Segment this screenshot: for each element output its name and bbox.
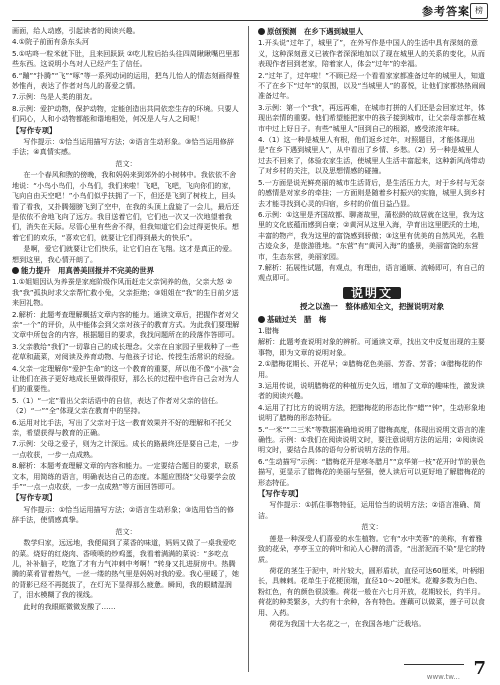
answer-paragraph: 2.①腊梅花期长、开花早；②腊梅花色美丽、芳香、芳香；③腊梅花的作用。 xyxy=(258,359,483,379)
answer-paragraph: 2.解析：此题考查理解概括文章内容的能力。通读文章后，把握作者对父亲“一个”的评价，从中能体会到父亲对孩子的教育方式。为此我们要理解文章中所包含的内容，根据题目的要求，我找问题所在的段落作答即可。 xyxy=(12,309,240,340)
answer-paragraph: 画面，给人动感，引起读者的阅读兴趣。 xyxy=(12,26,140,35)
answer-paragraph: 写作提示：①恰当运用描写方法；②语言生动形象。③恰当运用修辞手法；④真情实感。 xyxy=(12,137,234,157)
section-heading xyxy=(12,266,240,276)
answer-paragraph: 6.“蹦”“扑腾”“飞”“啄”等一系列动词的运用，把鸟儿怡人的情态刻画得惟妙惟肖，表达了作者对鸟儿的喜爱之情。 xyxy=(12,70,240,91)
section-heading xyxy=(258,315,486,325)
bullet-icon xyxy=(258,28,265,35)
answer-paragraph: 3.示例：第一个“我”，再远再难，在城市打拼的人们还是会回家过年，体现出亲情的重要。他们希望能把家中的孩子接到城市，让父亲母亲都在城市中过上好日子。有些“城里人”回到自己的根源，感受浓浓年味。 xyxy=(258,102,485,133)
answer-paragraph: 范文： xyxy=(361,522,383,532)
subsection-heading: 【写作专项】 xyxy=(12,493,57,503)
answer-paragraph: 5.“一米”“二三米”等数据准确地说明了腊梅高度，体现出说明文语言的准确性。示例：①我们在阅读说明文时，要注意说明方法的运用；②阅读说明文时，要结合具体的语句分析说明方法的作用。 xyxy=(258,424,486,455)
answer-paragraph: 解析：此题考查说明对象的辨析。可通读文章，找出文中反复出现的主要事物，即为文章的说明对象。 xyxy=(258,337,485,357)
answer-paragraph: 3.运用传说，说明腊梅花的种植历史久远，增加了文章的趣味性，激发读者的阅读兴趣。 xyxy=(258,381,485,401)
watermark: www.tw... xyxy=(426,673,460,681)
header-rule xyxy=(12,20,488,21)
answer-paragraph: 4.父亲一定理解你“爱护生命”的这一个教育的重要，所以他不像“小孩”会让他们在孩子更好地成长里做得很好，那么长的过程中也许自己会对为人们的重要性。 xyxy=(12,363,240,394)
section-heading-text: 基础过关 腊 梅 xyxy=(267,314,327,324)
answer-paragraph: 荷花的茎生于泥中，叶片较大，圆形盾状，直径可达60厘米，叶柄细长，具棘刺。花单生于花梗顶端，直径10～20厘米。花瓣多数为白色、粉红色，有的颜色很淡雅。荷花一般在六七月开放，花期较长，约半月。荷花的种类繁多，大约有十余种，各有特色。莲藕可以做菜，莲子可以食用、入药。 xyxy=(258,565,485,617)
section-banner-label: 说明文 xyxy=(343,287,401,299)
left-column xyxy=(12,26,240,672)
section-heading-text: 能力提升 用真善美回报并不完美的世界 xyxy=(21,265,155,275)
sub-banner: 授之以渔一 整体感知全文，把握说明对象 xyxy=(299,302,445,312)
subsection-heading: 【写作专项】 xyxy=(12,125,57,135)
right-column xyxy=(258,26,486,672)
answer-paragraph: 5.一方面是说光鲜亮丽的城市生活背后，是生活压力大，对于乡村与无奈的感情是对家乡的牵挂；一方面则是随着乡村振兴的实施，城里人到乡村去才能寻找到心灵的归宿，乡村的价值日益凸显。 xyxy=(258,177,485,208)
answer-paragraph: 写作提示：①抓住事物特征，运用恰当的说明方法；②语言准确、简洁。 xyxy=(258,500,481,520)
answer-paragraph: 1.腊梅 xyxy=(258,325,279,335)
subsection-heading: 【写作专项】 xyxy=(258,489,303,499)
page-number: 7 xyxy=(473,658,486,679)
answer-paragraph: 数学归家，远远地，我便闻到了菜香的味道，妈妈又做了一桌我爱吃的菜。烧好的红烧肉、香喷喷的炒鸡蛋，我看着满满的菜说：“多吃点儿，补补脑子，吃饱了才有力气冲刺中考啊！”转身又扎进厨房中。热腾腾的菜肴冒着热气，一丝一缕的热气里是妈妈对我的爱。我心里暖了，她的背影已经不再挺拔了，在灯光下显得那么疲惫。瞬间，我的眼睛湿润了，泪水模糊了我的视线。 xyxy=(12,538,239,600)
answer-paragraph: 2.“过年了，过年啦！”不顾已经一个看看家家都准备过年的城里人，知道不了在乡下“过年”的氛围，以及“当城里人”的喜悦，让他们家都热热闹闹准备过年。 xyxy=(258,70,486,101)
bullet-icon xyxy=(12,267,19,274)
answer-paragraph: 5.①咕咚一粒米就下肚，且来回跃跃 ②吃儿粒后抬头往四周瞅瞅嘴巴里那些东西。这说明小鸟对人已经产生了信任。 xyxy=(12,48,240,69)
logo-icon: 榜 xyxy=(470,3,488,19)
answer-paragraph: 5.（1）“一定”看出父亲话语中的自信，表达了作者对父亲的信任。（2）“一”“全”体现父亲在教育中的坚持。 xyxy=(12,395,223,416)
answer-paragraph: 1.开头说“过年了，城里了”，在外写作是中国人的生活中具有深刻的意义，这种深刻意义已被作者深深地加以了现在城里人的关系的变化，从而表现作者回到老家，陪着家人，体会“过年”的幸福。 xyxy=(258,38,485,69)
answer-paragraph: 7.解析：拓展性试题，有观点，有理由，语言通顺、流畅即可，有自己的观点即可。 xyxy=(258,262,485,283)
header-title: 参考答案 xyxy=(422,5,470,18)
answer-paragraph: 4.①院子前面有条东头河 xyxy=(12,37,89,47)
answer-paragraph: 此时的我眼眶微微发酸了…… xyxy=(23,601,116,611)
column-divider xyxy=(248,26,249,672)
answer-paragraph: 是啊，爱它们就要让它们快乐，让它们自在飞翔。这才是真正的爱。想到这里，我心情开朗了。 xyxy=(12,244,237,264)
answer-paragraph: 荷花为我国十大名花之一，在我国各地广泛栽培。 xyxy=(269,618,426,628)
answer-paragraph: 7.示例：鸟是人类的朋友。 xyxy=(12,92,97,102)
answer-paragraph: 4.运用了打比方的说明方法，把腊梅花的形态比作“蜡”“钟”，生动形象地说明了腊梅的形态特征。 xyxy=(258,402,486,423)
section-banner xyxy=(258,287,486,300)
answer-paragraph: 写作提示：①恰当运用描写方法；②语言生动形象；③选用恰当的修辞手法，使情感真挚。 xyxy=(12,504,234,525)
answer-paragraph: 6.“生动描写”示例：“腊梅花开是寒冬腊月”“京华第一枝”花开时节的景色描写，更显示了腊梅花的美丽与坚强，使人读后可以更好地了解腊梅花的形态特征。 xyxy=(258,456,486,487)
answer-paragraph: 4.（1）这一种是城里人有根，他们返乡过年，对照题目，才能体现出是“在乡下遇到城里人”，从中看出了乡情、乡愁。（2）另一种是城里人过去不回来了，体验农家生活，使城里人生活丰富起来，这种新风尚带动了对乡村的关注，以及思想情感的碰撞。 xyxy=(258,135,485,176)
answer-paragraph: 莲是一种深受人们喜爱的水生植物。它有“水中芙蓉”的美称，有着雅致的花朵，亭亭玉立的荷叶和沁人心脾的清香，“出淤泥而不染”是它的特质。 xyxy=(258,533,486,564)
answer-paragraph: 范文： xyxy=(115,158,137,168)
answer-paragraph: 8.示例：爱护动物，保护动物，定能创造出共同依恋生存的环境。只要人们同心，人和小动物都能和谐地相处，何况是人与人之间呢！ xyxy=(12,103,239,124)
bullet-icon xyxy=(258,316,265,323)
answer-paragraph: 在一个春风和煦的傍晚，我和妈妈来到郊外的小树林中。我依依不舍地说：“小鸟小鸟们，小鸟们，我们来啦！飞吧，飞吧，飞向你们的家，飞向自由天空吧！”小鸟们似乎扶拥了一下，但还是飞到了树枝上，回头看了看我，又扑腾翅膀飞到了空中，在我的头顶上盘旋了一会儿，最后还是依依不舍地飞向了远方。我目送着它们，它们也一次又一次地望着我们，消失在天际。尽管心里有些舍不得，但我知道它们会过得更快乐。想着它们的欢乐，“喜欢它们，就要让它们得到最大的快乐”。 xyxy=(12,170,239,242)
answer-paragraph: 3.父亲教给“我们”一切靠自己的成长理念。父亲在自家园子里栽种了一些花草和蔬菜，对阅读及养育动物、与他孩子讨论、传授生活常识的经验。 xyxy=(12,341,239,362)
section-heading-text: 原创预测 在乡下遇到城里人 xyxy=(267,27,364,36)
answer-paragraph: 范文： xyxy=(115,526,137,536)
answer-paragraph: 6.运用对比手法，写出了父亲对于这一教育效果并不好的理解和不托父亲，希望获得与教育的正确。 xyxy=(12,417,232,438)
answer-paragraph: 1.①姐姐因认为养蚕是家庭阶级作风而赶走父亲饲养的鱼，父亲大怒 ②我“我”孤执时求父亲帮忙救小兔，父亲拒绝；③姐姐在“我”的生日前夕送来回礼物。 xyxy=(12,277,239,308)
answer-paragraph: 6.示例：①这里是齐国故都、聊斋故里，蒲松龄的故居就在这里，我为这里的文化底蕴而感到自豪；②黄河从这里入海，孕育出这里肥沃的土地，丰富的物产，我为这里的富饶感到骄傲；③这里有优美的自然风光，名胜古迹众多，是旅游胜地。“东营”有“黄河入海”的盛景，美丽富饶的东营市，生态东营，美丽家园。 xyxy=(258,209,485,261)
page-header xyxy=(0,0,500,22)
answer-paragraph: 7.示例：父母之爱子，则为之计深远。成长的路最终还是要自己走，一步一点收获，一步一点成熟。 xyxy=(12,439,239,459)
answer-paragraph: 8.解析：本题考查理解文章的内容和能力。一定要结合题目的要求，联系文本，用简练的语言，明确表达自己的态度。本题应围绕“父母要学会放手”“一点一点收获，一步一点成熟”等方面回答即可。 xyxy=(12,461,239,492)
section-heading xyxy=(258,27,486,37)
